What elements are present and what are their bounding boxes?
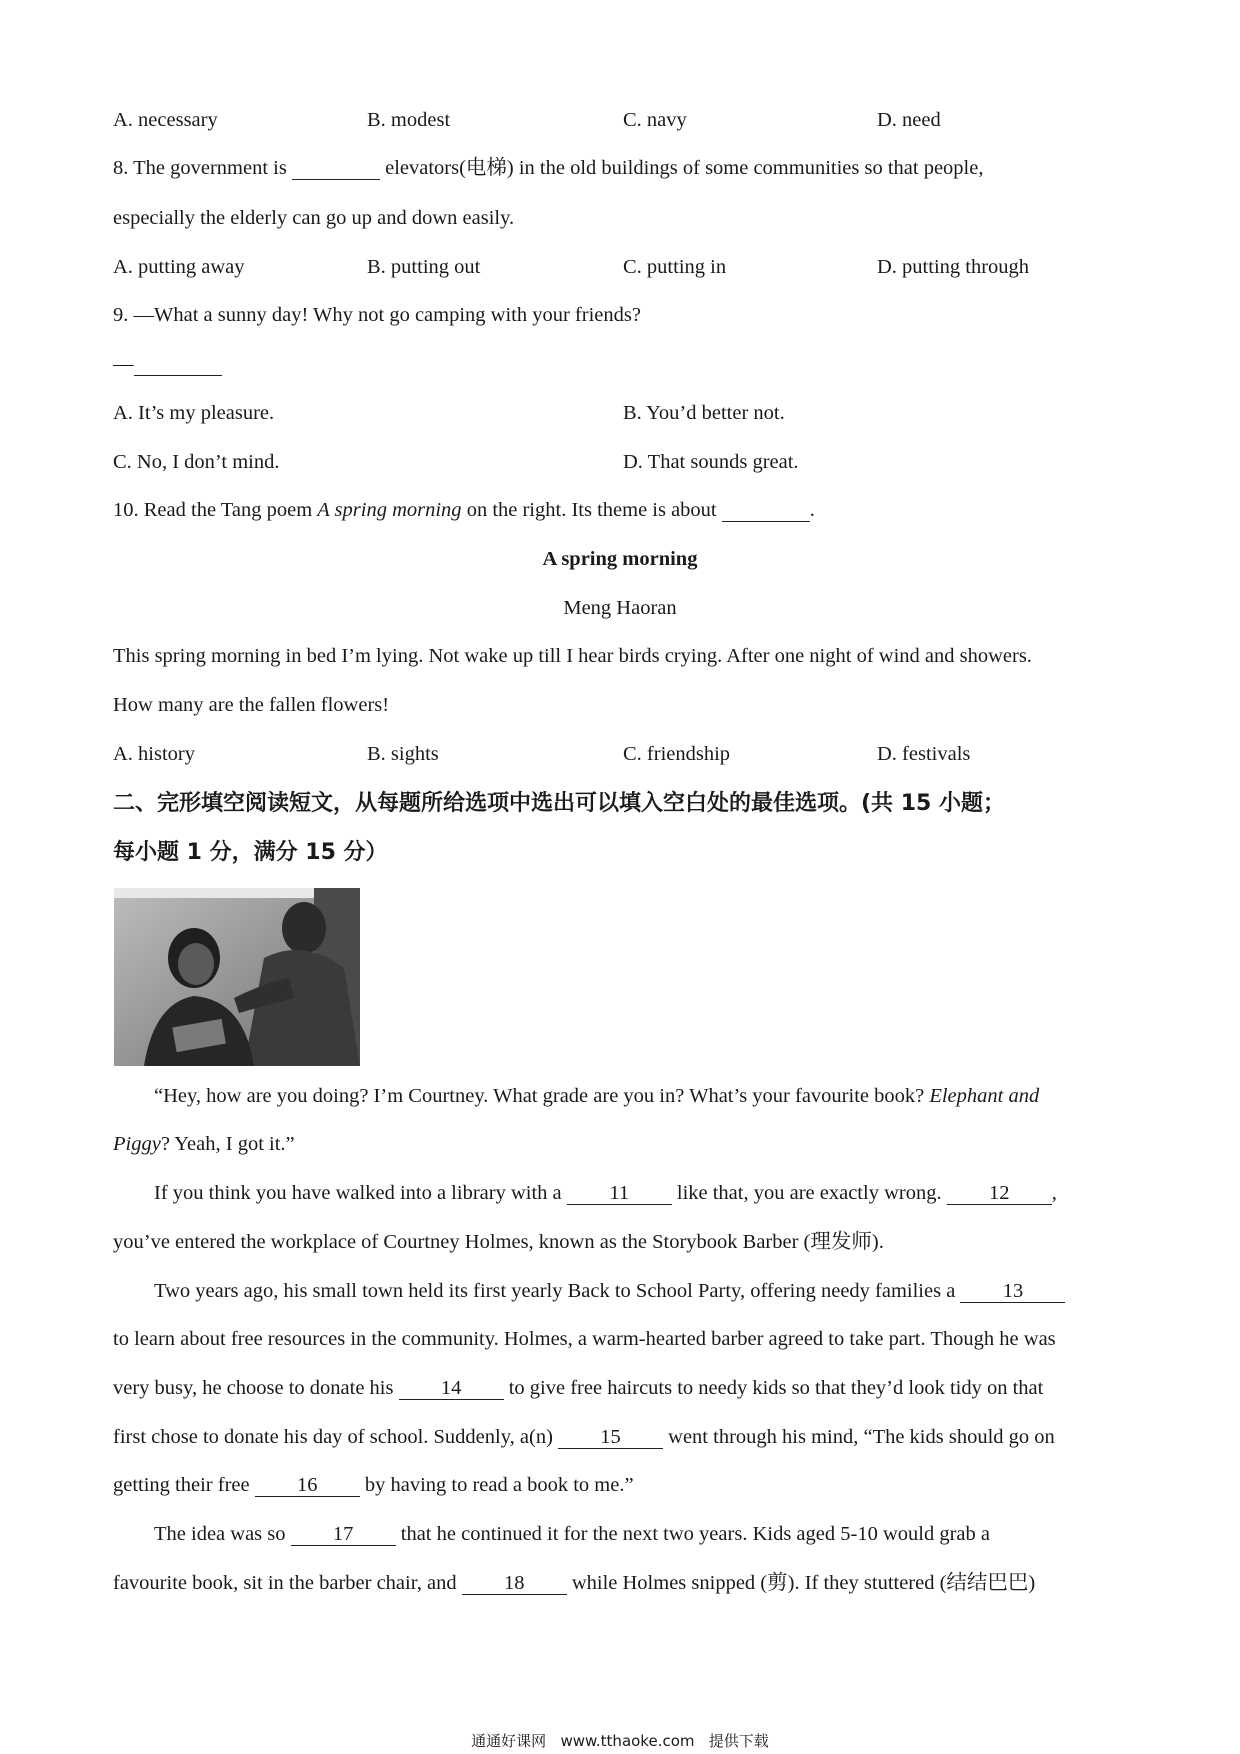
passage-p1-line2: Piggy? Yeah, I got it.” bbox=[113, 1133, 295, 1155]
q8-blank bbox=[292, 157, 380, 180]
q10-option-b: B. sights bbox=[367, 743, 439, 765]
q7-option-b: B. modest bbox=[367, 109, 451, 131]
blank-13: 13 bbox=[960, 1280, 1065, 1303]
poem-line-1: This spring morning in bed I’m lying. Not wake up till I hear birds crying. After one night of wind and showers. bbox=[113, 645, 1032, 667]
q8-option-c: C. putting in bbox=[623, 256, 727, 278]
q7-option-c: C. navy bbox=[623, 109, 687, 131]
q10-stem: 10. Read the Tang poem A spring morning on the right. Its theme is about . bbox=[113, 499, 815, 521]
q7-option-a: A. necessary bbox=[113, 109, 218, 131]
q7-option-d: D. need bbox=[877, 109, 941, 131]
passage-p3-line1: Two years ago, his small town held its first yearly Back to School Party, offering needy families a 13 bbox=[154, 1278, 1065, 1304]
q9-answer-line: — bbox=[113, 351, 222, 377]
q10-blank bbox=[722, 499, 810, 522]
passage-p4-line2: favourite book, sit in the barber chair, and 18 while Holmes snipped (剪). If they stuttered (结结巴巴) bbox=[113, 1572, 1036, 1594]
q8-stem-line2: especially the elderly can go up and down easily. bbox=[113, 207, 515, 229]
blank-12: 12 bbox=[947, 1182, 1052, 1205]
q10-option-d: D. festivals bbox=[877, 743, 971, 765]
blank-16: 16 bbox=[255, 1474, 360, 1497]
q9-option-a: A. It’s my pleasure. bbox=[113, 402, 275, 424]
q9-blank bbox=[134, 353, 222, 376]
passage-p3-line4: first chose to donate his day of school. Suddenly, a(n) 15 went through his mind, “The kids should go on bbox=[113, 1426, 1055, 1448]
passage-p2-line1: If you think you have walked into a library with a 11 like that, you are exactly wrong. 12 , bbox=[154, 1182, 1057, 1204]
q8-option-b: B. putting out bbox=[367, 256, 481, 278]
poem-author: Meng Haoran bbox=[563, 597, 677, 619]
poem-title: A spring morning bbox=[542, 548, 698, 570]
page-footer: 通通好课网 www.tthaoke.com 提供下载 bbox=[471, 1732, 769, 1750]
section-2-title-line1: 二、完形填空阅读短文，从每题所给选项中选出可以填入空白处的最佳选项。(共 15 小题； bbox=[113, 791, 1005, 816]
blank-14: 14 bbox=[399, 1377, 504, 1400]
passage-p1-line1: “Hey, how are you doing? I’m Courtney. What grade are you in? What’s your favourite book? Elephant and bbox=[154, 1085, 1040, 1107]
passage-p3-line5: getting their free 16 by having to read a book to me.” bbox=[113, 1474, 634, 1496]
q8-option-a: A. putting away bbox=[113, 256, 245, 278]
q9-stem: 9. —What a sunny day! Why not go camping with your friends? bbox=[113, 304, 641, 326]
q9-option-b: B. You’d better not. bbox=[623, 402, 785, 424]
q9-option-c: C. No, I don’t mind. bbox=[113, 451, 280, 473]
passage-p3-line2: to learn about free resources in the community. Holmes, a warm-hearted barber agreed to take part. Though he was bbox=[113, 1328, 1056, 1350]
poem-line-2: How many are the fallen flowers! bbox=[113, 694, 390, 716]
q8-stem: 8. The government is elevators(电梯) in the old buildings of some communities so that people, bbox=[113, 157, 984, 179]
passage-p4-line1: The idea was so 17 that he continued it for the next two years. Kids aged 5-10 would grab a bbox=[154, 1523, 990, 1545]
passage-p2-line2: you’ve entered the workplace of Courtney Holmes, known as the Storybook Barber (理发师). bbox=[113, 1231, 884, 1253]
q8-option-d: D. putting through bbox=[877, 256, 1030, 278]
blank-15: 15 bbox=[558, 1426, 663, 1449]
blank-11: 11 bbox=[567, 1182, 672, 1205]
blank-17: 17 bbox=[291, 1523, 396, 1546]
barber-photo bbox=[114, 888, 360, 1066]
blank-18: 18 bbox=[462, 1572, 567, 1595]
q10-option-c: C. friendship bbox=[623, 743, 731, 765]
section-2-title-line2: 每小题 1 分，满分 15 分） bbox=[113, 840, 388, 865]
q9-option-d: D. That sounds great. bbox=[623, 451, 799, 473]
q10-option-a: A. history bbox=[113, 743, 195, 765]
passage-p3-line3: very busy, he choose to donate his 14 to give free haircuts to needy kids so that they’d look tidy on that bbox=[113, 1377, 1044, 1399]
